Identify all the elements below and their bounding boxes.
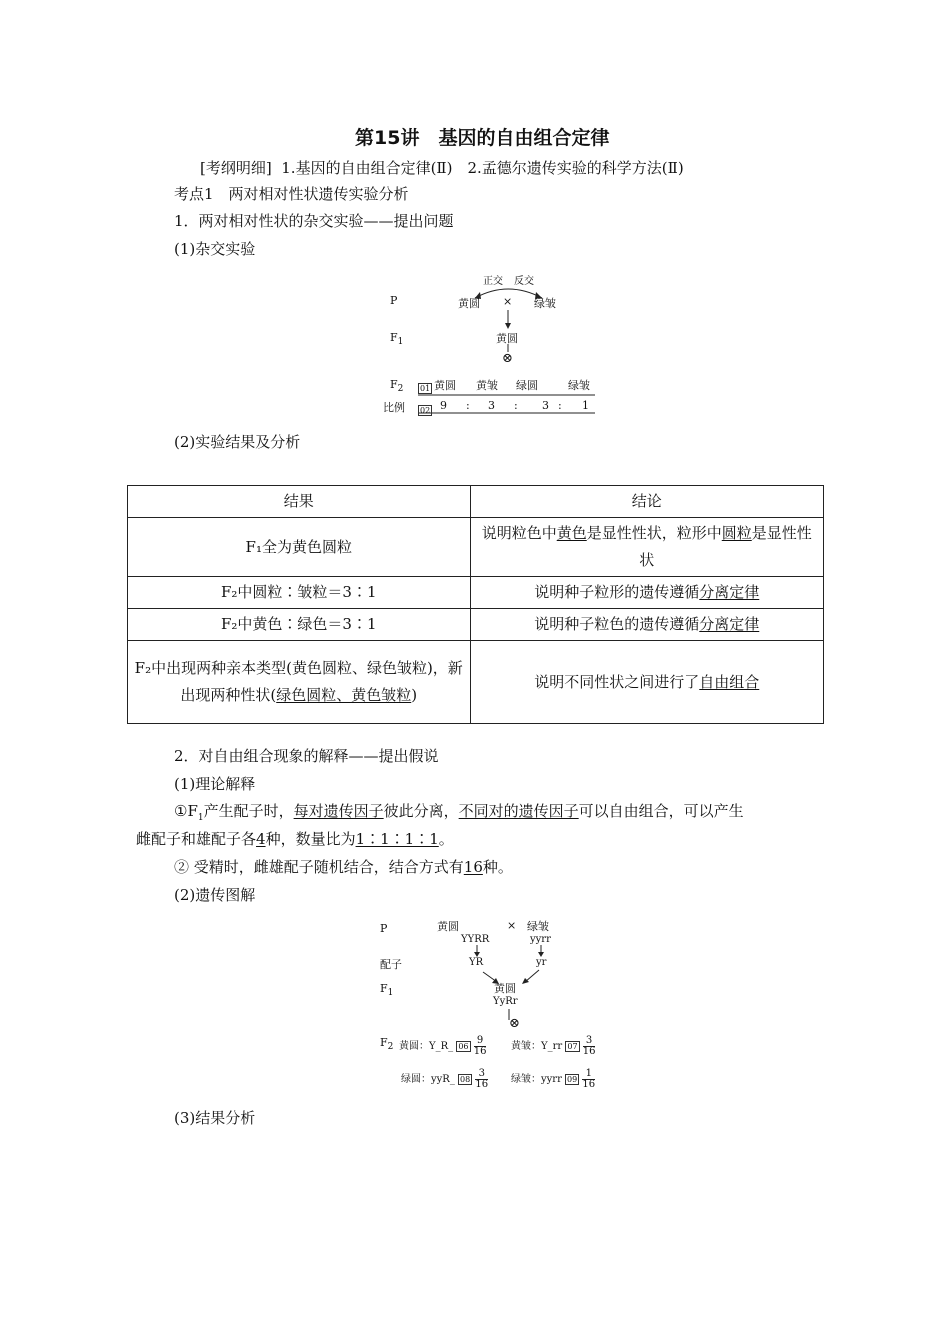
page-title: 第15讲 基因的自由组合定律 xyxy=(355,127,610,149)
f2-label-2: $F_2$ xyxy=(380,1036,394,1053)
selfing-icon: ⊗ xyxy=(502,351,513,366)
f1-phenotype-2: 黄圆 xyxy=(494,982,516,995)
table-row xyxy=(128,577,824,609)
gamete-label: 配子 xyxy=(380,958,402,971)
ratio-label: 比例 xyxy=(383,401,405,414)
ratio-4: 1 xyxy=(582,399,589,412)
reciprocal-label-1: 正交 xyxy=(483,276,503,287)
ratio-sep-2: : xyxy=(514,399,518,412)
table-cell-result: F₂中圆粒∶皱粒＝3∶1 xyxy=(128,577,471,609)
f2-genotype-2: 黄皱：Y_rr 07 $\frac{3}{16}$ xyxy=(511,1035,596,1057)
section-heading: 考点1 两对相对性状遗传实验分析 xyxy=(174,185,409,203)
f2-genotype-3: 绿圆：yyR_ 08 $\frac{3}{16}$ xyxy=(401,1068,489,1090)
answer-box-01: 01 xyxy=(420,384,431,393)
subheading-2-1: (1)理论解释 xyxy=(174,775,256,793)
f2-genotype-1: 黄圆：Y_R_ 06 $\frac{9}{16}$ xyxy=(399,1035,487,1057)
f2-genotype-4: 绿皱：yyrr 09 $\frac{1}{16}$ xyxy=(511,1068,596,1090)
parent-1-phenotype: 黄圆 xyxy=(437,920,459,933)
parent-2: 绿皱 xyxy=(534,297,556,310)
paragraph-2: ② 受精时，雌雄配子随机结合，结合方式有16种。 xyxy=(174,858,513,876)
gamete-1: YR xyxy=(469,957,484,968)
table-cell-conclusion: 说明粒色中黄色是显性性状，粒形中圆粒是显性性状 xyxy=(470,518,824,577)
reciprocal-label-2: 反交 xyxy=(514,276,534,287)
table-cell-result: F₁全为黄色圆粒 xyxy=(128,518,471,577)
parent-1-genotype: YYRR xyxy=(461,934,490,945)
parent-1: 黄圆 xyxy=(458,297,480,310)
table-header-row xyxy=(128,486,824,518)
f2-type-4: 绿皱 xyxy=(568,379,590,392)
cross-sign-2: × xyxy=(507,919,517,932)
ratio-2: 3 xyxy=(488,399,495,412)
outline-line xyxy=(200,157,684,178)
outline-tag: [考纲明细] xyxy=(200,159,272,177)
subheading-1-1: (1)杂交实验 xyxy=(174,240,256,258)
ratio-1: 9 xyxy=(440,399,447,412)
table-cell-conclusion: 说明种子粒色的遗传遵循分离定律 xyxy=(470,609,824,641)
outline-items: 1.基因的自由组合定律(Ⅱ) 2.孟德尔遗传实验的科学方法(Ⅱ) xyxy=(281,159,684,177)
parent-2-genotype: yyrr xyxy=(530,934,551,945)
subheading-1: 1．两对相对性状的杂交实验——提出问题 xyxy=(174,212,454,230)
results-table xyxy=(127,485,824,724)
subheading-2: 2．对自由组合现象的解释——提出假说 xyxy=(174,747,439,765)
paragraph-1-line-1: $①F_1$产生配子时，每对遗传因子彼此分离，不同对的遗传因子可以自由组合，可以产生 xyxy=(174,802,744,823)
f1-label: $F_1$ xyxy=(390,331,404,348)
f2-type-1: 黄圆 xyxy=(434,379,456,392)
table-cell-conclusion: 说明不同性状之间进行了自由组合 xyxy=(470,641,824,724)
answer-box-02: 02 xyxy=(420,406,431,415)
cross-diagram-1 xyxy=(380,268,620,418)
table-cell-result: F₂中出现两种亲本类型(黄色圆粒、绿色皱粒)，新出现两种性状(绿色圆粒、黄色皱粒) xyxy=(128,641,471,724)
table-row xyxy=(128,609,824,641)
table-row xyxy=(128,518,824,577)
subheading-2-3: (3)结果分析 xyxy=(174,1109,256,1127)
table-header: 结论 xyxy=(470,486,824,518)
f2-label: $F_2$ xyxy=(390,378,404,395)
subheading-1-2: (2)实验结果及分析 xyxy=(174,433,301,451)
table-cell-result: F₂中黄色∶绿色＝3∶1 xyxy=(128,609,471,641)
selfing-icon: ⊗ xyxy=(509,1016,520,1031)
f1-label-2: $F_1$ xyxy=(380,982,394,999)
table-row xyxy=(128,641,824,724)
paragraph-1-line-2: 雌配子和雄配子各4种，数量比为1∶1∶1∶1。 xyxy=(136,830,454,848)
cross-diagram-2 xyxy=(375,912,615,1097)
ratio-3: 3 xyxy=(542,399,549,412)
cross-sign: × xyxy=(503,295,513,308)
p-label: P xyxy=(390,294,398,307)
table-header: 结果 xyxy=(128,486,471,518)
subheading-2-2: (2)遗传图解 xyxy=(174,886,256,904)
gamete-2: yr xyxy=(536,957,547,968)
f2-type-3: 绿圆 xyxy=(516,379,538,392)
table-cell-conclusion: 说明种子粒形的遗传遵循分离定律 xyxy=(470,577,824,609)
parent-2-phenotype: 绿皱 xyxy=(527,920,549,933)
f2-type-2: 黄皱 xyxy=(476,379,498,392)
f1-phenotype: 黄圆 xyxy=(496,332,518,345)
ratio-sep-1: : xyxy=(466,399,470,412)
p-label-2: P xyxy=(380,922,388,935)
ratio-sep-3: : xyxy=(558,399,562,412)
f1-genotype: YyRr xyxy=(493,996,518,1007)
